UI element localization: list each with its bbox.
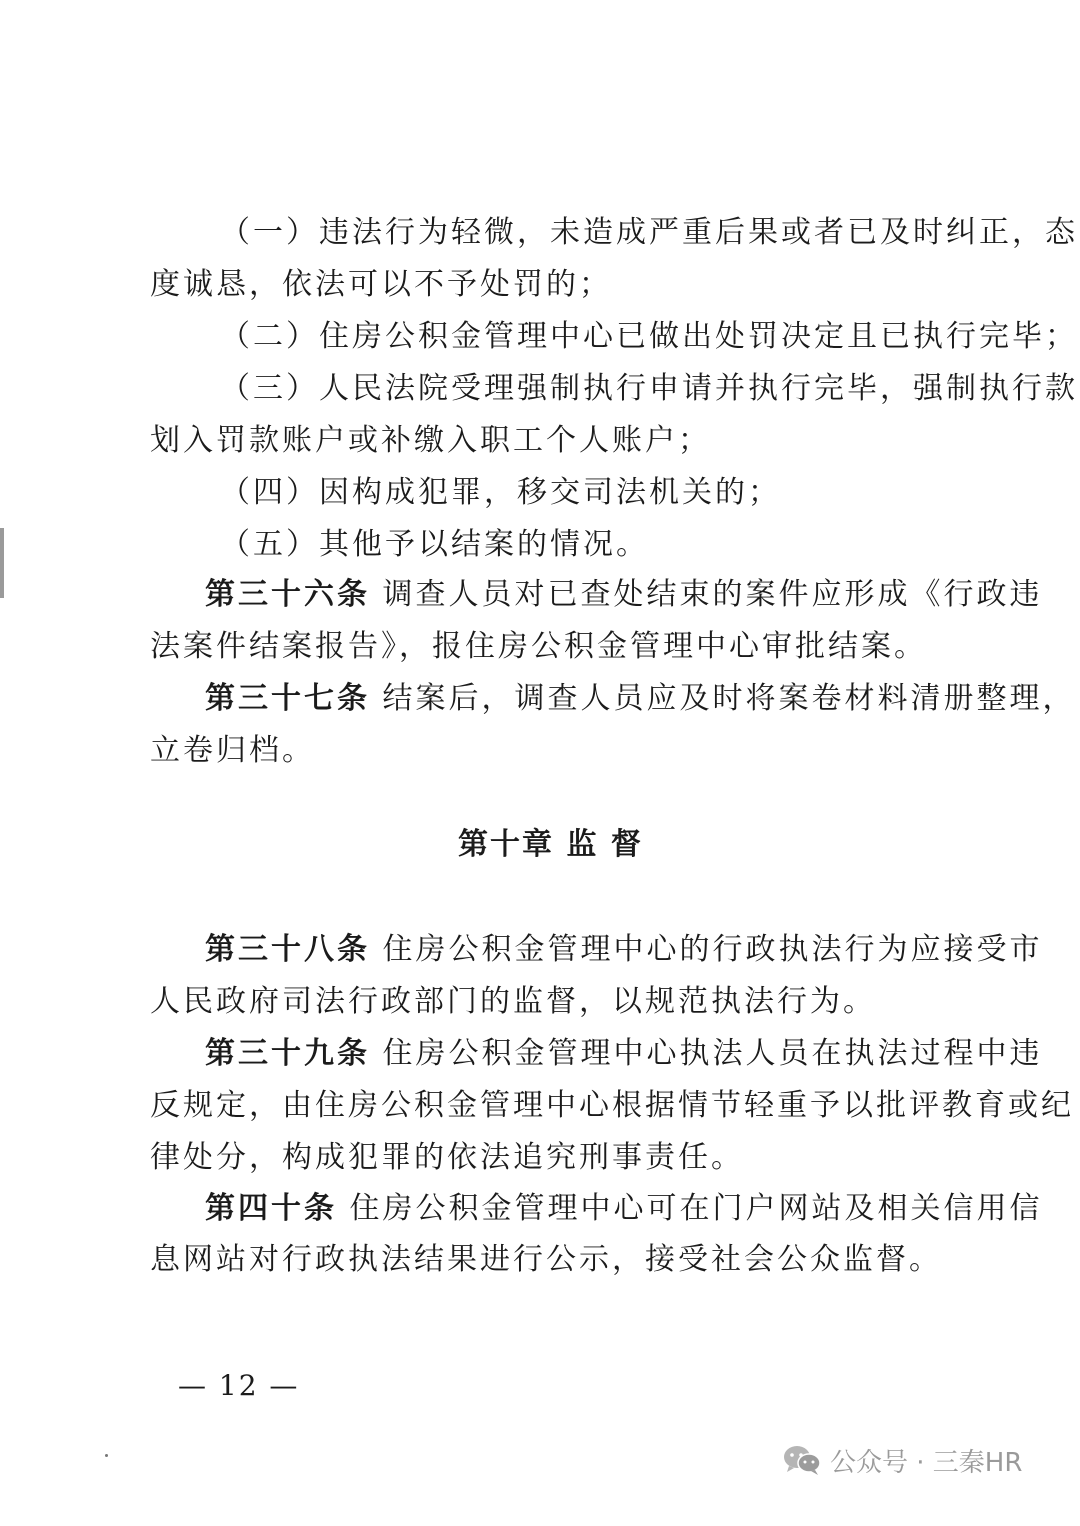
item-1-line-2: 度诚恳，依法可以不予处罚的； xyxy=(150,267,612,302)
item-3-line-1: （三）人民法院受理强制执行申请并执行完毕，强制执行款 xyxy=(220,371,1078,406)
page-number: — 12 — xyxy=(178,1369,300,1402)
article-39-label: 第三十九条 xyxy=(205,1036,370,1071)
article-39-line-2: 反规定，由住房公积金管理中心根据情节轻重予以批评教育或纪 xyxy=(150,1088,1074,1123)
article-36-label: 第三十六条 xyxy=(205,577,370,612)
article-37-line-2: 立卷归档。 xyxy=(150,733,315,768)
article-38-line-2: 人民政府司法行政部门的监督，以规范执法行为。 xyxy=(150,984,876,1019)
article-40-line-2: 息网站对行政执法结果进行公示，接受社会公众监督。 xyxy=(150,1242,942,1277)
wechat-watermark xyxy=(782,1440,1022,1480)
article-37-label: 第三十七条 xyxy=(205,681,370,716)
wechat-icon xyxy=(782,1444,822,1476)
article-40-label: 第四十条 xyxy=(205,1191,337,1226)
article-39-line-3: 律处分，构成犯罪的依法追究刑事责任。 xyxy=(150,1140,744,1175)
article-40-text: 住房公积金管理中心可在门户网站及相关信用信 xyxy=(349,1191,1043,1226)
article-37-line-1 xyxy=(205,679,1076,719)
item-1-line-1: （一）违法行为轻微，未造成严重后果或者已及时纠正，态 xyxy=(220,215,1078,250)
article-36-line-2: 法案件结案报告》，报住房公积金管理中心审批结案。 xyxy=(150,629,927,664)
article-38-label: 第三十八条 xyxy=(205,932,370,967)
scan-dot xyxy=(105,1454,108,1457)
item-2-line-1: （二）住房公积金管理中心已做出处罚决定且已执行完毕； xyxy=(220,319,1078,354)
article-39-text: 住房公积金管理中心执法人员在执法过程中违 xyxy=(382,1036,1043,1071)
scan-edge-mark xyxy=(0,528,4,598)
article-38-text: 住房公积金管理中心的行政执法行为应接受市 xyxy=(382,932,1043,967)
article-39-line-1 xyxy=(205,1034,1043,1074)
article-37-text: 结案后，调查人员应及时将案卷材料清册整理， xyxy=(382,681,1076,716)
watermark-text: 公众号 · 三秦HR xyxy=(830,1447,1023,1478)
article-38-line-1 xyxy=(205,930,1043,970)
item-4-line-1: （四）因构成犯罪，移交司法机关的； xyxy=(220,475,781,510)
item-5-line-1: （五）其他予以结案的情况。 xyxy=(220,527,649,562)
article-40-line-1 xyxy=(205,1189,1043,1229)
chapter-title: 第十章 监 督 xyxy=(458,827,643,862)
item-3-line-2: 划入罚款账户或补缴入职工个人账户； xyxy=(150,423,711,458)
article-36-text: 调查人员对已查处结束的案件应形成《行政违 xyxy=(382,577,1043,612)
article-36-line-1 xyxy=(205,575,1043,615)
